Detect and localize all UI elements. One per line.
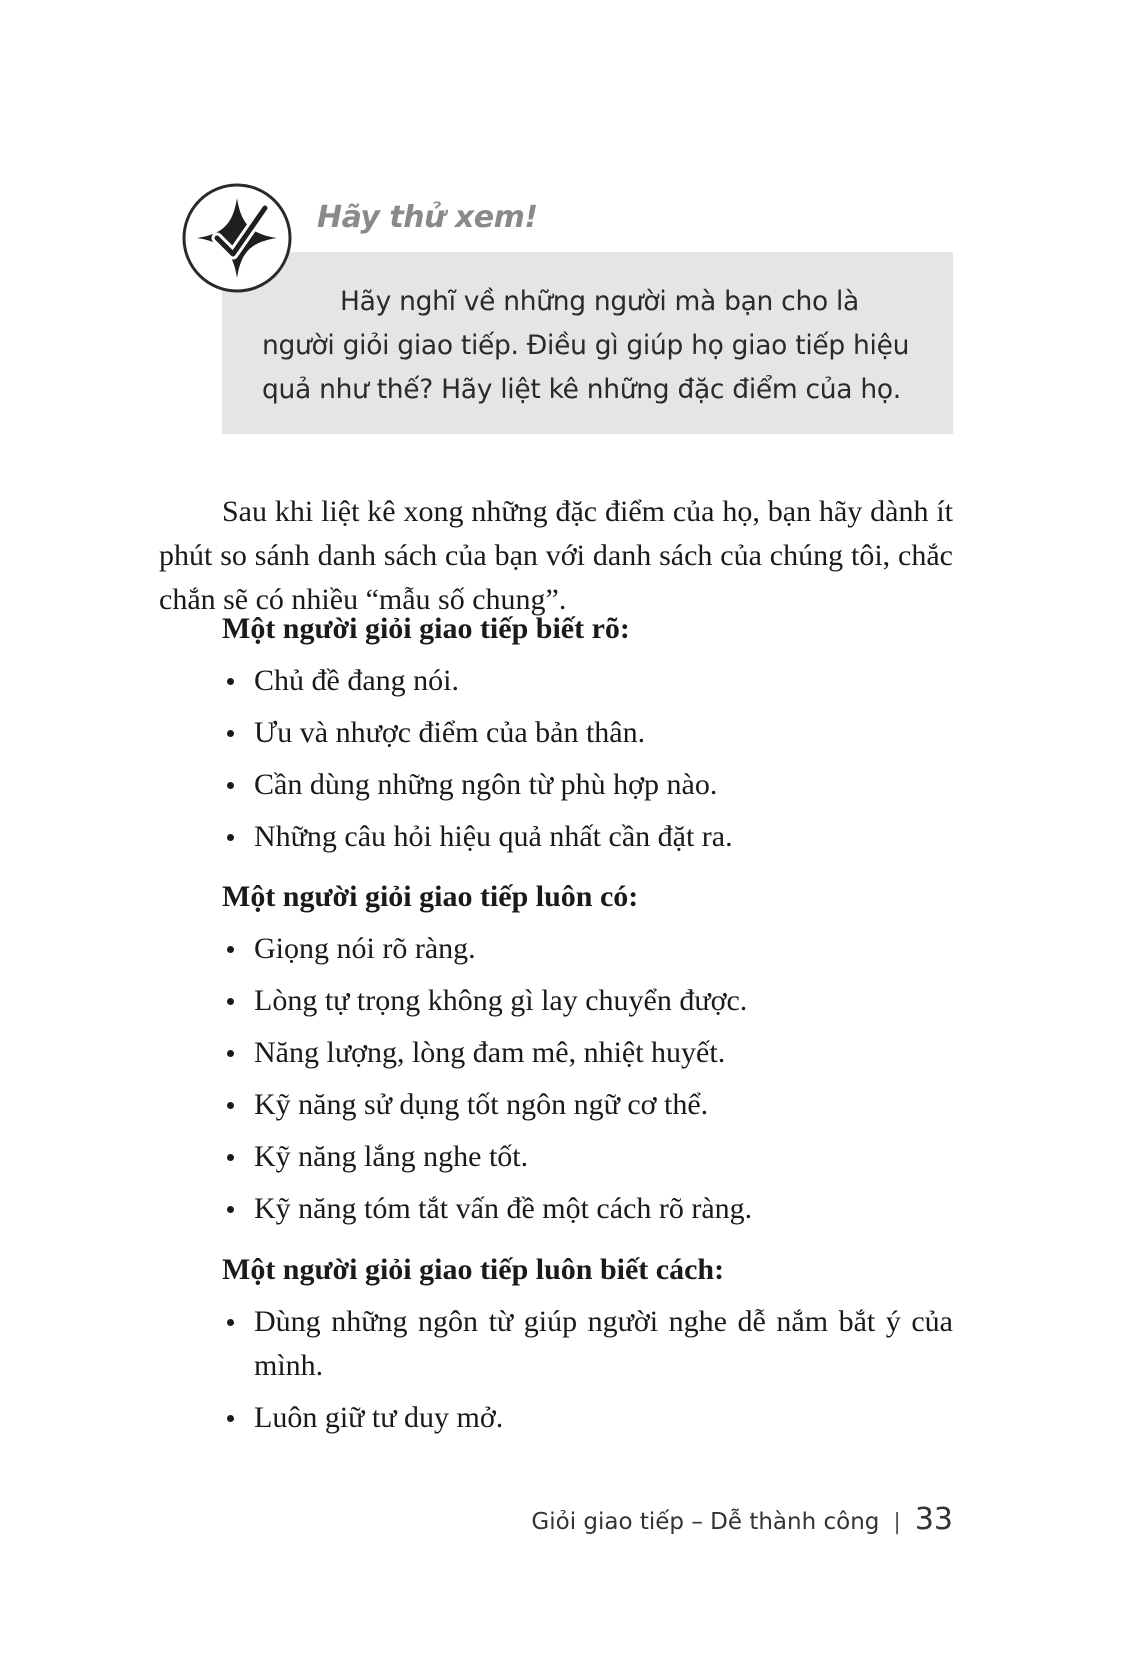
list-item-text: Luôn giữ tư duy mở. [254,1401,504,1434]
section-knows-how [159,1248,953,1440]
section-knows [159,607,953,859]
list-item-text: Kỹ năng lắng nghe tốt. [254,1140,529,1173]
list-item-text: Lòng tự trọng không gì lay chuyển được. [254,984,748,1017]
bullet-icon [227,1319,234,1326]
list-item [159,1300,953,1388]
page-footer [531,1502,953,1537]
tip-text: Hãy nghĩ về những người mà bạn cho là người giỏi giao tiếp. Điều gì giúp họ giao tiếp hiệu quả như thế? Hãy liệt kê những đặc điểm của họ. [262,286,910,405]
tip-box [222,252,953,434]
list-item [159,763,953,807]
bullet-icon [227,1050,234,1057]
list-item [159,927,953,971]
list-item-text: Ưu và nhược điểm của bản thân. [254,716,646,749]
running-title: Giỏi giao tiếp – Dễ thành công [531,1509,880,1535]
list-item-text: Kỹ năng tóm tắt vấn đề một cách rõ ràng. [254,1192,753,1225]
list-item [159,1031,953,1075]
page-number: 33 [914,1502,953,1537]
section-heading: Một người giỏi giao tiếp luôn biết cách: [222,1253,725,1286]
list-item-text: Dùng những ngôn từ giúp người nghe dễ nắm bắt ý của mình. [254,1305,953,1382]
body-paragraph: Sau khi liệt kê xong những đặc điểm của họ, bạn hãy dành ít phút so sánh danh sách của bạn với danh sách của chúng tôi, chắc chắn sẽ có nhiều “mẫu số chung”. [159,495,953,616]
list-item-text: Những câu hỏi hiệu quả nhất cần đặt ra. [254,820,733,853]
list-item-text: Chủ đề đang nói. [254,664,459,697]
bullet-icon [227,678,234,685]
list-item [159,659,953,703]
list-item [159,1396,953,1440]
section-heading: Một người giỏi giao tiếp biết rõ: [222,612,630,645]
list-item [159,1187,953,1231]
list-item-text: Kỹ năng sử dụng tốt ngôn ngữ cơ thể. [254,1088,709,1121]
bullet-icon [227,1415,234,1422]
list-item [159,1083,953,1127]
section-heading: Một người giỏi giao tiếp luôn có: [222,880,639,913]
list-item-text: Giọng nói rõ ràng. [254,932,476,965]
bullet-icon [227,730,234,737]
bullet-list [159,1300,953,1440]
footer-separator: | [893,1510,901,1535]
bullet-icon [227,1102,234,1109]
bullet-icon [227,834,234,841]
list-item-text: Năng lượng, lòng đam mê, nhiệt huyết. [254,1036,726,1069]
list-item [159,815,953,859]
section-has [159,875,953,1231]
bullet-icon [227,782,234,789]
list-item [159,711,953,755]
bullet-icon [227,1154,234,1161]
bullet-icon [227,1206,234,1213]
bullet-icon [227,946,234,953]
list-item [159,979,953,1023]
bullet-icon [227,998,234,1005]
bullet-list [159,659,953,859]
bullet-list [159,927,953,1231]
list-item [159,1135,953,1179]
tip-title: Hãy thử xem! [317,200,538,235]
list-item-text: Cần dùng những ngôn từ phù hợp nào. [254,768,718,801]
check-star-icon [181,182,293,294]
